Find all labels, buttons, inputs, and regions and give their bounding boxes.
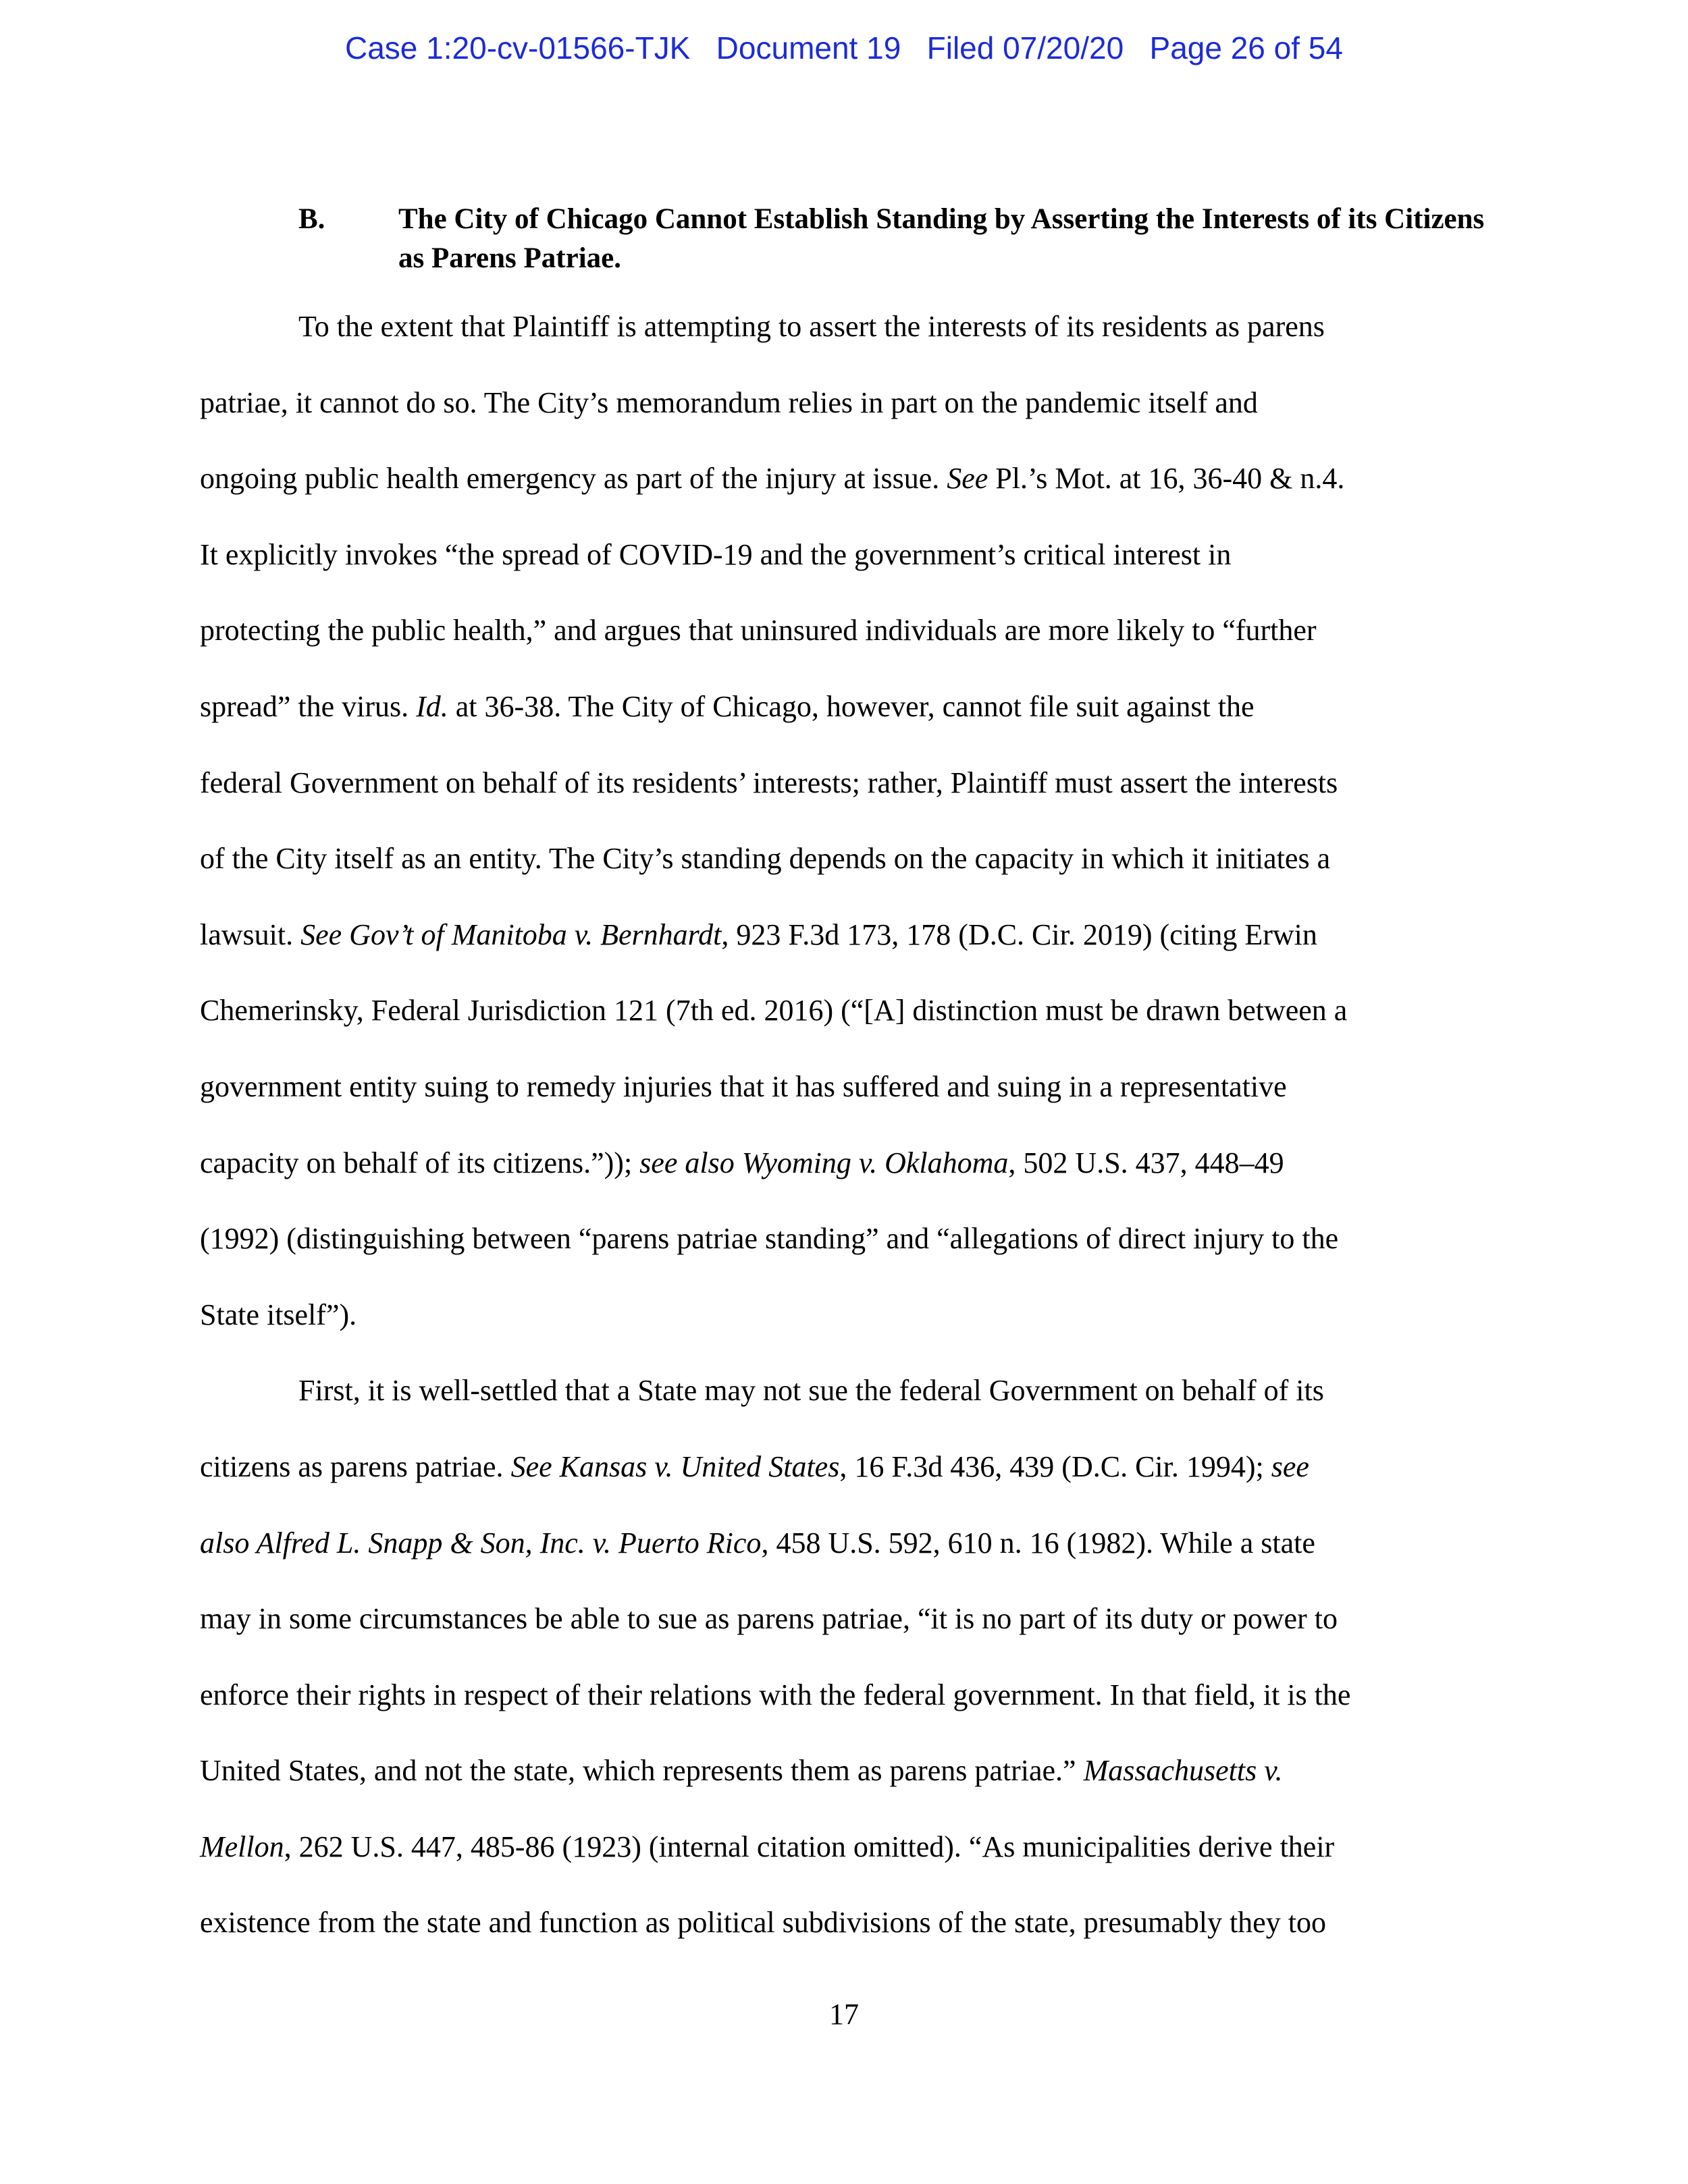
section-letter: B.	[298, 203, 325, 235]
body-line: United States, and not the state, which represents them as parens patriae.” Massachusetts v.	[200, 1754, 1283, 1788]
body-line: Mellon, 262 U.S. 447, 485-86 (1923) (internal citation omitted). “As municipalities derive their	[200, 1830, 1335, 1863]
body-line: State itself”).	[200, 1298, 357, 1331]
document-body	[200, 307, 1496, 1979]
body-line: also Alfred L. Snapp & Son, Inc. v. Puerto Rico, 458 U.S. 592, 610 n. 16 (1982). While a state	[200, 1526, 1315, 1560]
body-line: protecting the public health,” and argues that uninsured individuals are more likely to “further	[200, 614, 1317, 647]
body-line: of the City itself as an entity. The City’s standing depends on the capacity in which it initiates a	[200, 842, 1331, 876]
body-line: government entity suing to remedy injuries that it has suffered and suing in a representative	[200, 1069, 1287, 1103]
body-line: patriae, it cannot do so. The City’s memorandum relies in part on the pandemic itself and	[200, 385, 1258, 419]
body-line: It explicitly invokes “the spread of COVID-19 and the government’s critical interest in	[200, 537, 1232, 571]
body-line: capacity on behalf of its citizens.”)); see also Wyoming v. Oklahoma, 502 U.S. 437, 448–49	[200, 1146, 1284, 1179]
body-line: To the extent that Plaintiff is attempting to assert the interests of its residents as parens	[298, 310, 1325, 343]
body-line: enforce their rights in respect of their relations with the federal government. In that field, it is the	[200, 1678, 1351, 1711]
body-line: ongoing public health emergency as part of the injury at issue. See Pl.’s Mot. at 16, 36-40 & n.4.	[200, 462, 1345, 496]
body-line: existence from the state and function as political subdivisions of the state, presumably they too	[200, 1906, 1326, 1940]
case-header: Case 1:20-cv-01566-TJK Document 19 Filed 07/20/20 Page 26 of 54	[345, 30, 1343, 65]
section-title: The City of Chicago Cannot Establish Standing by Asserting the Interests of its Citizens as Parens Patriae.	[398, 203, 1485, 274]
body-line: federal Government on behalf of its residents’ interests; rather, Plaintiff must assert the interests	[200, 766, 1338, 799]
body-line: (1992) (distinguishing between “parens patriae standing” and “allegations of direct injury to the	[200, 1222, 1339, 1256]
body-line: spread” the virus. Id. at 36-38. The City of Chicago, however, cannot file suit against the	[200, 689, 1255, 723]
body-line: Chemerinsky, Federal Jurisdiction 121 (7th ed. 2016) (“[A] distinction must be drawn between a	[200, 994, 1348, 1028]
page-number: 17	[829, 1998, 859, 2031]
body-line: First, it is well-settled that a State may not sue the federal Government on behalf of its	[298, 1374, 1324, 1408]
body-line: may in some circumstances be able to sue as parens patriae, “it is no part of its duty or power to	[200, 1602, 1338, 1636]
body-line: lawsuit. See Gov’t of Manitoba v. Bernhardt, 923 F.3d 173, 178 (D.C. Cir. 2019) (citing Erwin	[200, 917, 1317, 951]
body-line: citizens as parens patriae. See Kansas v. United States, 16 F.3d 436, 439 (D.C. Cir. 1994); see	[200, 1449, 1309, 1483]
